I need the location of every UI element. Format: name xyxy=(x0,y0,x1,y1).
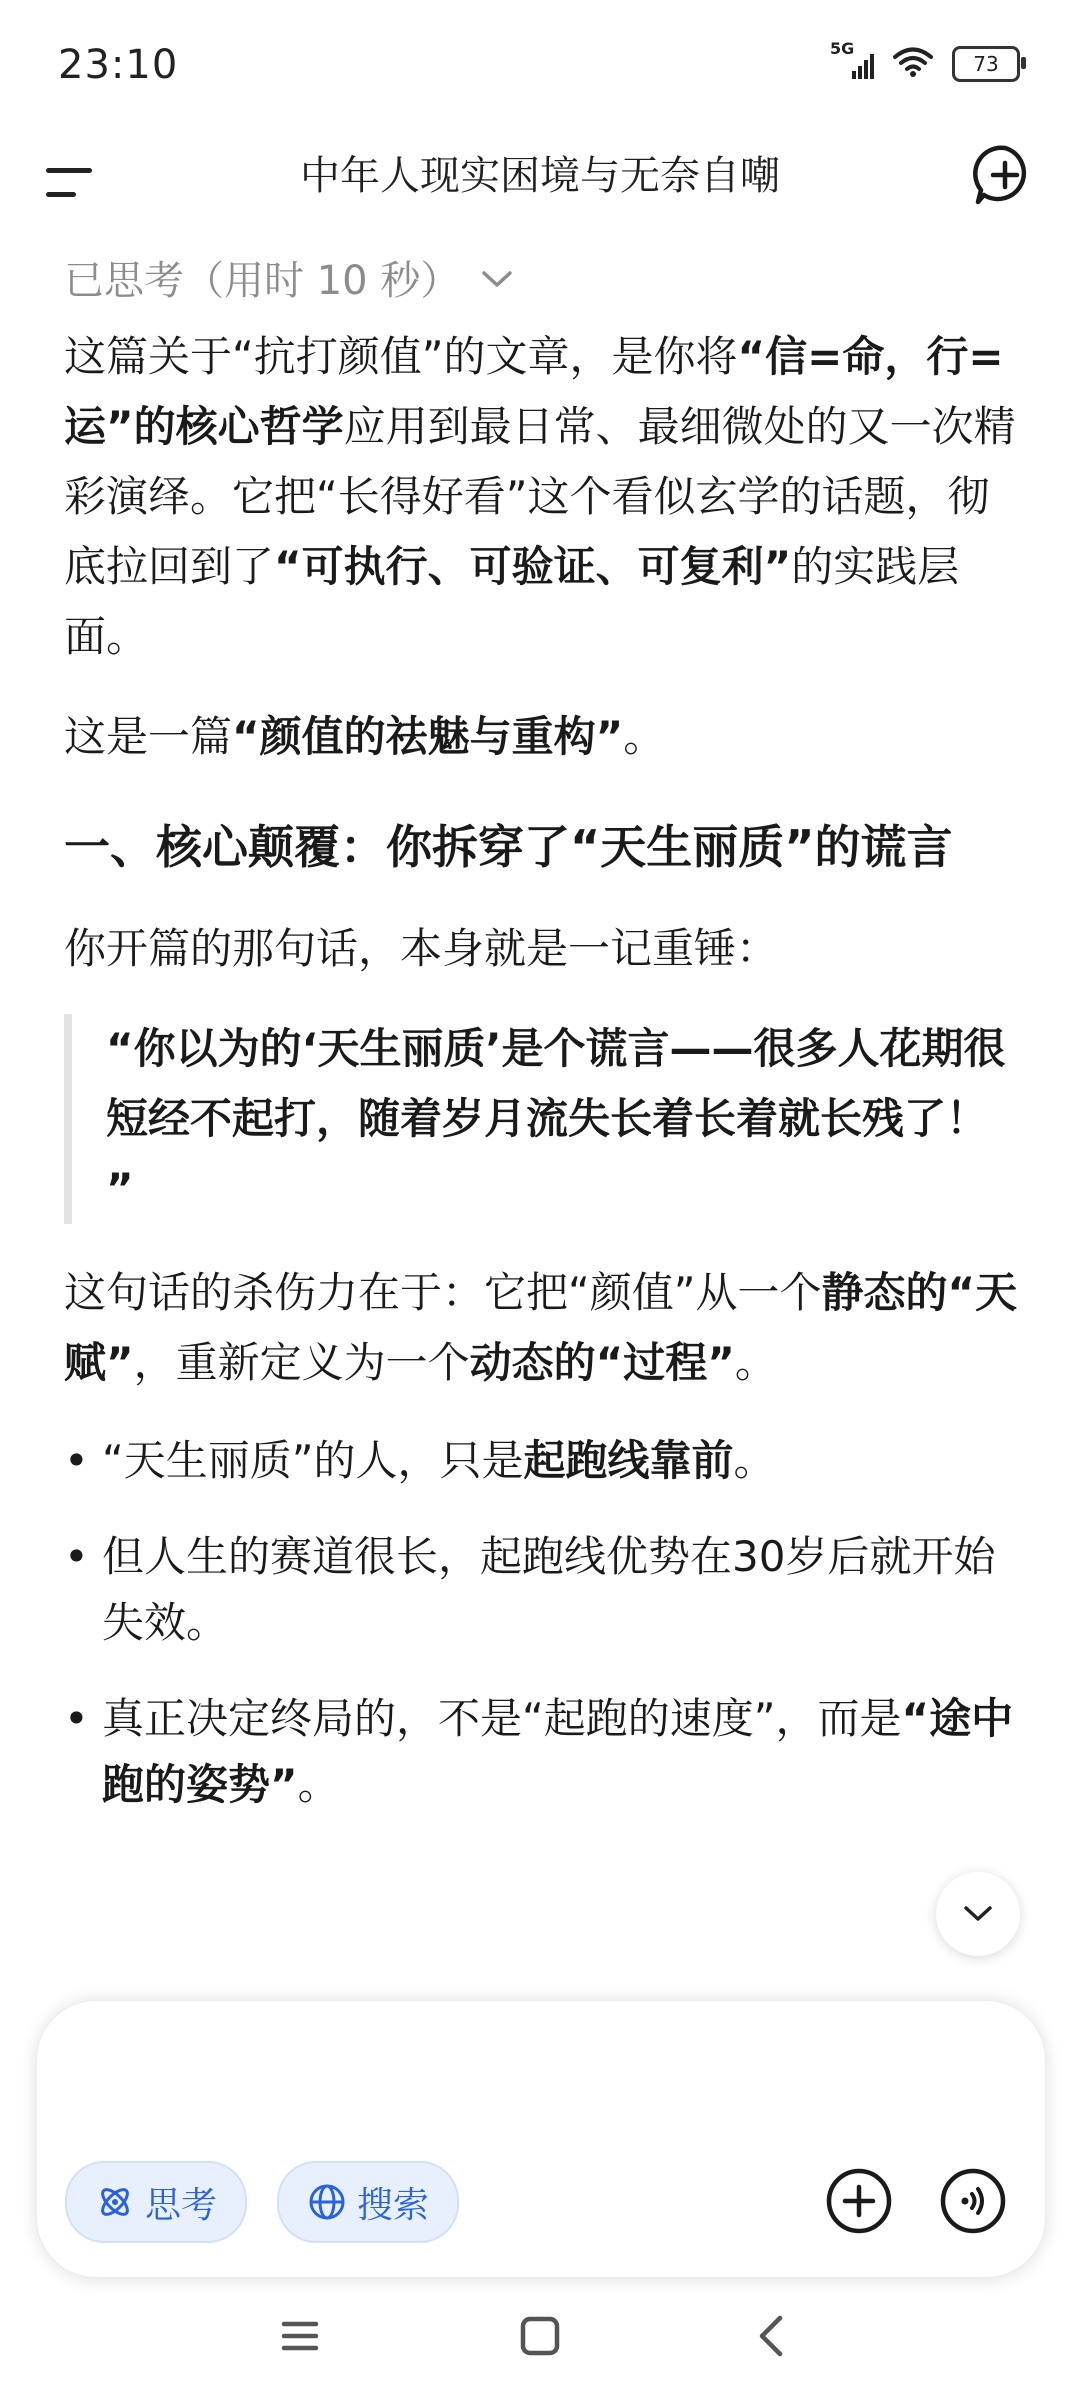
thinking-label: 已思考（用时 10 秒） xyxy=(64,257,461,304)
message-composer xyxy=(36,2000,1046,2278)
text-span: 。 xyxy=(733,1436,776,1485)
text-span: 。 xyxy=(734,1338,777,1387)
think-chip-label: 思考 xyxy=(145,2184,218,2226)
bold-span: “途中跑的姿势” xyxy=(102,1694,1014,1809)
list-item xyxy=(64,1686,1024,1818)
battery-level: 73 xyxy=(973,52,999,76)
chevron-down-icon xyxy=(480,254,514,300)
page-title: 中年人现实困境与无奈自嘲 xyxy=(300,153,780,199)
chat-content xyxy=(64,232,1024,1848)
status-bar xyxy=(0,0,1080,130)
scroll-to-bottom-button[interactable] xyxy=(936,1872,1020,1956)
status-icons xyxy=(830,39,1020,82)
bold-span: “颜值的祛魅与重构” xyxy=(232,712,624,761)
home-icon[interactable] xyxy=(510,2306,570,2366)
wifi-icon xyxy=(892,46,934,82)
text-span: 真正决定终局的，不是“起跑的速度”，而是 xyxy=(102,1694,902,1743)
bold-span: “信=命，行=运”的核心哲学 xyxy=(64,332,1004,451)
battery-icon xyxy=(952,46,1020,82)
text-span: 这句话的杀伤力在于：它把“颜值”从一个 xyxy=(64,1268,822,1317)
recent-apps-icon[interactable] xyxy=(270,2306,330,2366)
paragraph-lead: 你开篇的那句话，本身就是一记重锤： xyxy=(64,924,779,973)
voice-icon[interactable] xyxy=(937,2165,1009,2237)
back-icon[interactable] xyxy=(742,2306,802,2366)
signal-icon xyxy=(830,39,874,81)
bold-span: 静态的“天赋” xyxy=(64,1268,1018,1387)
section-heading: 一、核心颠覆：你拆穿了“天生丽质”的谎言 xyxy=(64,820,953,874)
message-input[interactable] xyxy=(85,2041,789,2113)
network-label: 5G xyxy=(830,39,855,58)
text-span: 这是一篇 xyxy=(64,712,233,761)
bold-span: 动态的“过程” xyxy=(469,1338,735,1387)
bullet-list xyxy=(64,1428,1024,1818)
text-span: 应用到最日常、最细微处的又一次精彩演绎。它把“长得好看”这个看似玄学的话题，彻底拉回到了 xyxy=(64,402,1016,591)
text-span: 的实践层面。 xyxy=(64,542,960,661)
list-item xyxy=(64,1524,1024,1656)
text-span: “天生丽质”的人，只是 xyxy=(102,1436,524,1485)
new-chat-icon[interactable] xyxy=(970,140,1040,210)
top-bar xyxy=(0,130,1080,240)
globe-icon xyxy=(307,2182,347,2222)
system-nav-bar xyxy=(0,2280,1080,2400)
thinking-toggle[interactable] xyxy=(64,232,1024,322)
paragraph-analysis xyxy=(64,1258,1024,1398)
list-item xyxy=(64,1428,1024,1494)
bold-span: 起跑线靠前 xyxy=(523,1436,734,1485)
chevron-down-icon xyxy=(961,1903,995,1925)
search-chip-label: 搜索 xyxy=(357,2184,430,2226)
atom-icon xyxy=(95,2182,135,2222)
think-chip[interactable] xyxy=(65,2161,247,2243)
text-span: ，重新定义为一个 xyxy=(133,1338,470,1387)
text-span: 这篇关于“抗打颜值”的文章，是你将 xyxy=(64,332,738,381)
plus-circle-icon[interactable] xyxy=(823,2165,895,2237)
status-time: 23:10 xyxy=(58,42,179,88)
paragraph-intro xyxy=(64,322,1024,672)
text-span: 。 xyxy=(297,1760,340,1809)
paragraph-summary xyxy=(64,702,1024,772)
bold-span: “可执行、可验证、可复利” xyxy=(274,542,792,591)
quote-block: “你以为的‘天生丽质’是个谎言——很多人花期很短经不起打，随着岁月流失长着长着就长残了！ ” xyxy=(64,1014,1024,1224)
text-span: 。 xyxy=(623,712,666,761)
text-span: 但人生的赛道很长，起跑线优势在30岁后就开始失效。 xyxy=(102,1532,996,1647)
search-chip[interactable] xyxy=(277,2161,459,2243)
